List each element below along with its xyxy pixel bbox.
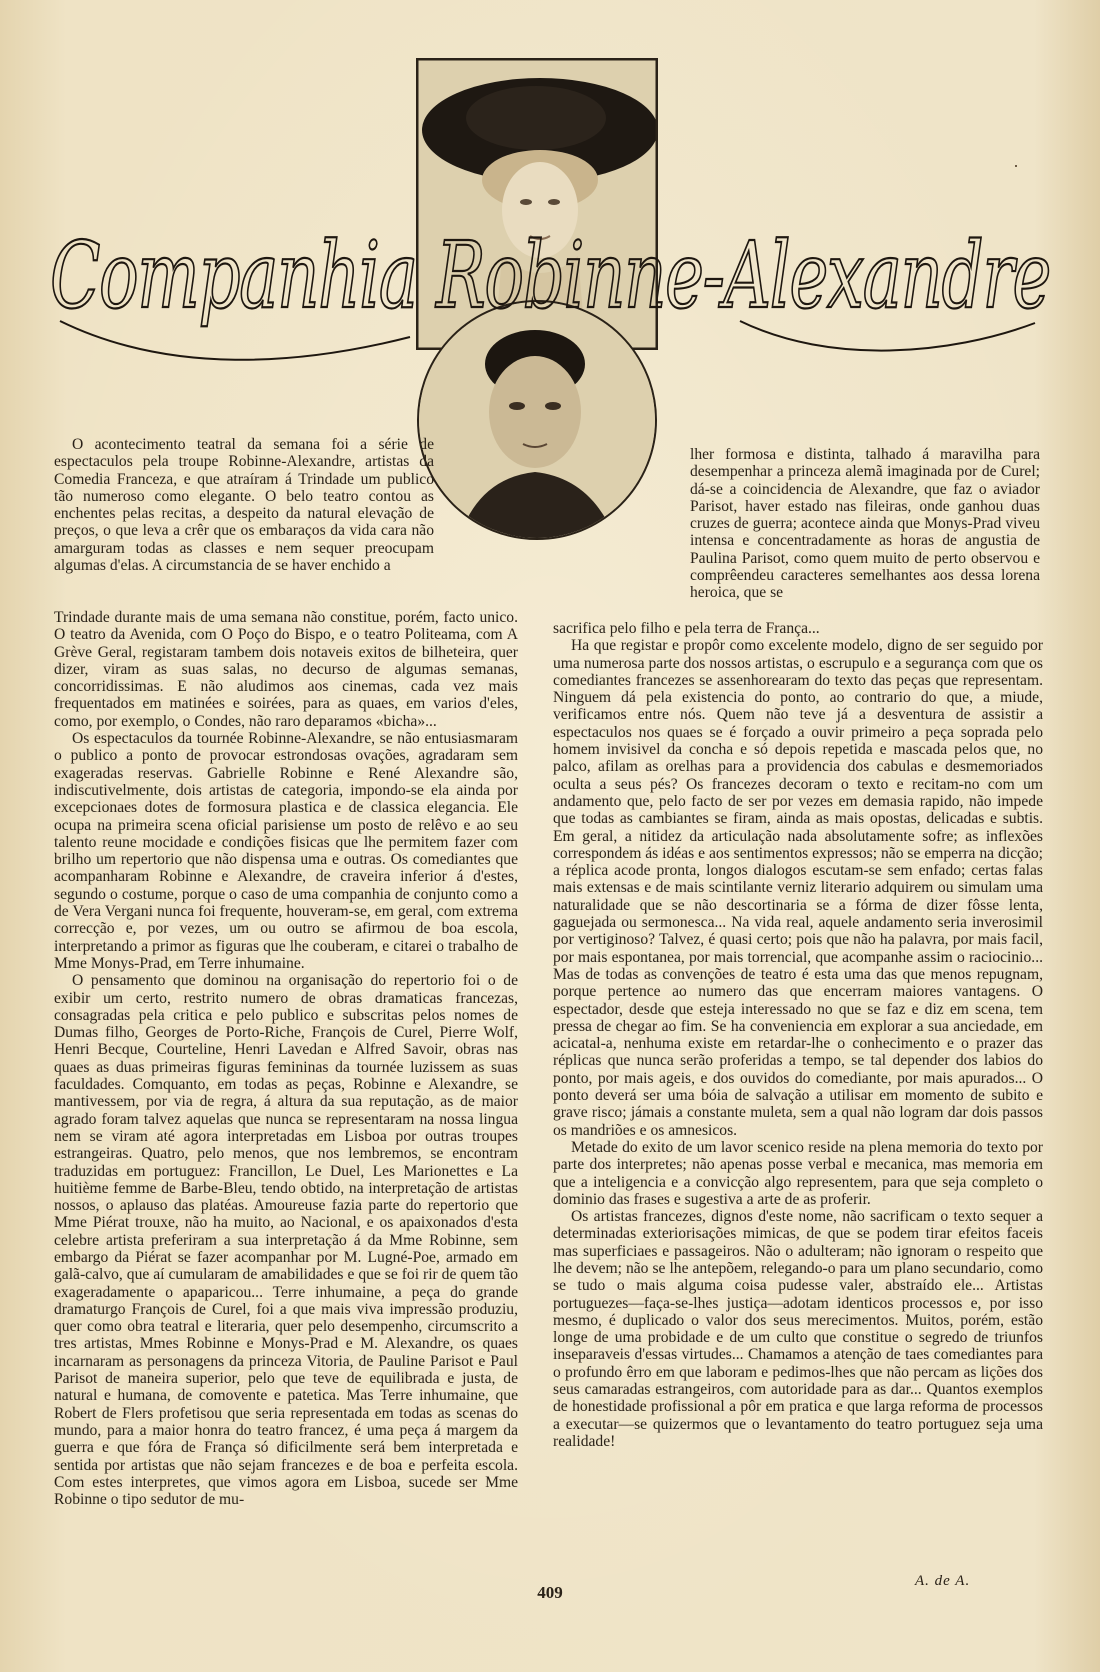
paragraph-left-1: Trindade durante mais de uma semana não constitue, porém, facto unico. O teatro da Avenida, com O Poço do Bispo, e o teatro Politeama, com A Grève Geral, registaram tambem dois notaveis exitos de bilheteira, quer dizer, viram as suas salas, no decurso de algumas semanas, concorridissimas. E não aludimos aos cinemas, cada vez mais frequentados em matinées e soirées, para as quaes, em varios d'eles, como, por exemplo, o Condes, não raro deparamos «bicha»... [54,609,518,730]
right-column-top [690,446,1040,602]
paragraph-right-4: Os artistas francezes, dignos d'este nome, não sacrificam o texto sequer a determinadas exteriorisações mimicas, de que se podem tirar efeitos faceis mas superficiaes e passageiros. Não o adulteram; não ignoram o respeito que lhe devem; não se lhe antepõem, relegando-o para um plano secundario, como se tudo o mais alguma coisa pudesse valer, abstraído ele... Artistas portuguezes—faça-se-lhes justiça—adotam identicos processos e, por isso mesmo, é duplicado o valor dos seus merecimentos. Muitos, porém, estão longe de uma probidade e de um culto que constitue o segredo de triunfos inseparaveis d'essas virtudes... Chamamos a atenção de taes comediantes para o profundo êrro em que laboram e pedimos-lhes que não percam as lições dos seus camaradas estrangeiros, com autoridade para as dar... Quantos exemplos de honestidade profissional a pôr em pratica e que larga reforma de processos a executar—se quizermos que o levantamento do teatro portuguez seja uma realidade! [553,1208,1043,1450]
left-column-top [54,436,434,574]
paragraph-left-2: Os espectaculos da tournée Robinne-Alexandre, se não entusiasmaram o publico a ponto de provocar estrondosas ovações, agradaram sem exageradas reservas. Gabrielle Robinne e René Alexandre são, indiscutivelmente, dois artistas de categoria, impondo-se ela ainda por excepcionaes dotes de formosura plastica e de classica elegancia. Ele ocupa na primeira scena oficial parisiense um posto de relêvo e ao seu talento reune mocidade e condições fisicas que lhe permitem fazer com brilho um repertorio que não dispensa uma e outras. Os comediantes que acompanharam Robinne e Alexandre, de craveira inferior á d'estes, segundo o costume, porque o caso de uma companhia de conjunto como a de Vera Vergani nunca foi frequente, houveram-se, em geral, com extrema correcção e, por vezes, um ou outro se afirmou de boa escola, interpretando a primor as figuras que lhe couberam, e citarei o trabalho de Mme Monys-Prad, em Terre inhumaine. [54,730,518,972]
paragraph-left-3: O pensamento que dominou na organisação do repertorio foi o de exibir um certo, restrito numero de obras dramaticas francezas, consagradas pela critica e pelo publico e subscritas pelos nomes de Dumas filho, Georges de Porto-Riche, François de Curel, Pierre Wolf, Henri Becque, Courteline, Henri Lavedan e Alfred Savoir, obras nas quaes as duas primeiras figuras femininas da tournée luzissem as suas faculdades. Comquanto, em todas as peças, Robinne e Alexandre, se mantivessem, por via de regra, á altura da sua reputação, as de maior agrado foram talvez aquelas que nunca se representaram na nossa lingua nem se viram até agora interpretadas em Lisboa por outras troupes estrangeiras. Quatro, pelo menos, que nos lembremos, se encontram traduzidas em portuguez: Francillon, Le Duel, Les Marionettes e La huitième femme de Barbe-Bleu, tendo obtido, na interpretação de artistas nossos, o aplauso das platéas. Amoureuse fazia parte do repertorio que Mme Piérat trouxe, não ha muito, ao Nacional, e os apaixonados d'esta celebre artista preferiram a sua interpretação á da Mme Robinne, sem embargo da Piérat se fazer acompanhar por M. Lugné-Poe, armado em galã-calvo, que aí cumularam de amabilidades e que se foi rir de quem tão exageradamente o apaparicou... Terre inhumaine, a peça do grande dramaturgo François de Curel, foi a que mais viva impressão produziu, quer como obra teatral e literaria, quer pelo desempenho, circumscrito a tres artistas, Mmes Robinne e Monys-Prad e M. Alexandre, os quaes incarnaram as personagens da princeza Vitoria, de Pauline Parisot e Paul Parisot de maneira superior, pelo que teve de equilibrada e justa, de natural e humana, de comovente e patetica. Mas Terre inhumaine, que Robert de Flers profetisou que seria representada em todas as scenas do mundo, para a maior honra do teatro francez, é uma peça á margem da guerra e que fóra de França só dificilmente será bem interpretada e sentida por artistas que não sejam francezes e de boa e perfeita escola. Com estes interpretes, que vimos agora em Lisboa, sucede ser Mme Robinne o tipo sedutor de mu- [54,972,518,1509]
paragraph-right-2: Ha que registar e propôr como excelente modelo, digno de ser seguido por uma numerosa parte dos nossos artistas, o escrupulo e a segurança com que os comediantes francezes se assenhorearam do texto das peças que representam. Ninguem dá pela existencia do ponto, ao contrario do que, a miude, verificamos entre nós. Quem não teve já a desventura de assistir a espectaculos nos quaes se é forçado a ouvir primeiro a peça soprada pelo homem invisivel da concha e só depois repetida e mascada pelos que, no palco, afilam as orelhas para a providencia dos cabulas e desmemoriados oculta a seus pés? Os francezes decoram o texto e recitam-no com um andamento que, pelo facto de ser por vezes em demasia rapido, não impede que todas as cambiantes se firam, ainda as mais opostas, delicadas e subtis. Em geral, a nitidez da articulação nada absolutamente sofre; as inflexões correspondem ás idéas e aos sentimentos expressos; não se emperra na dicção; a réplica acode pronta, longos dialogos escutam-se sem enfado; certas falas mais extensas e de mais scintilante verniz literario adquirem ou simulam uma naturalidade que se não descortinaria se a fórma de dizer fôsse lenta, gaguejada ou sermonesca... Na vida real, aquele andamento seria inverosimil por vertiginoso? Talvez, é quasi certo; pois que não ha palavra, por mais facil, por mais espontanea, por mais torrencial, que acompanhe assim o raciocinio... Mas de todas as convenções de teatro é esta uma das que menos repugnam, porque pertence ao numero das que encerram maiores vantagens. O espectador, desde que esteja interessado no que se faz e diz em scena, tem pressa de chegar ao fim. Se ha conveniencia em explorar a sua anciedade, em acicatal-a, nenhuma existe em retardar-lhe o conhecimento e o prazer das réplicas que nunca serão proferidas a tempo, se tal depender dos labios do ponto, por mais ageis, e dos ouvidos do comediante, por mais apurados... O ponto deverá ser uma bóia de salvação a utilisar em momento de subito e grave risco; jámais a constante muleta, sem a qual não logram dar dois passos os mandriões e os amnesicos. [553,637,1043,1139]
right-column [553,620,1043,1450]
article-title-graphic [50,222,1050,380]
author-signature: A. de A. [915,1573,971,1589]
left-column [54,609,518,1508]
article-title: Companhia Robinne-Alexandre [50,222,1050,329]
print-mark [1015,165,1017,167]
paragraph-right-top: lher formosa e distinta, talhado á maravilha para desempenhar a princeza alemã imaginada por de Curel; dá-se a coincidencia de Alexandre, que faz o aviador Parisot, haver estado nas fileiras, onde ganhou duas cruzes de guerra; acontece ainda que Monys-Prad viveu intensa e concentradamente as horas de angustia de Paulina Parisot, como quem muito de perto observou e comprêendeu caracteres semelhantes aos dessa lorena heroica, que se [690,446,1040,602]
paragraph-right-3: Metade do exito de um lavor scenico reside na plena memoria do texto por parte dos interpretes; não apenas posse verbal e mecanica, mas memoria em que a inteligencia e a convicção algo representem, para que seja completo o dominio das frases e sugestiva a arte de as proferir. [553,1138,1043,1208]
paragraph-intro: O acontecimento teatral da semana foi a série de espectaculos pela troupe Robinne-Alexandre, artistas da Comedia Franceza, e que atraíram á Trindade um publico tão numeroso como elegante. O belo teatro contou as enchentes pelas recitas, a despeito da natural elevação de preços, o que leva a crêr que os embaraços da vida cara não amarguram todas as classes e nem sequer preocupam algumas d'elas. A circumstancia de se haver enchido a [54,436,434,575]
page-number: 409 [537,1583,563,1602]
paragraph-right-1: sacrifica pelo filho e pela terra de França... [553,620,820,637]
